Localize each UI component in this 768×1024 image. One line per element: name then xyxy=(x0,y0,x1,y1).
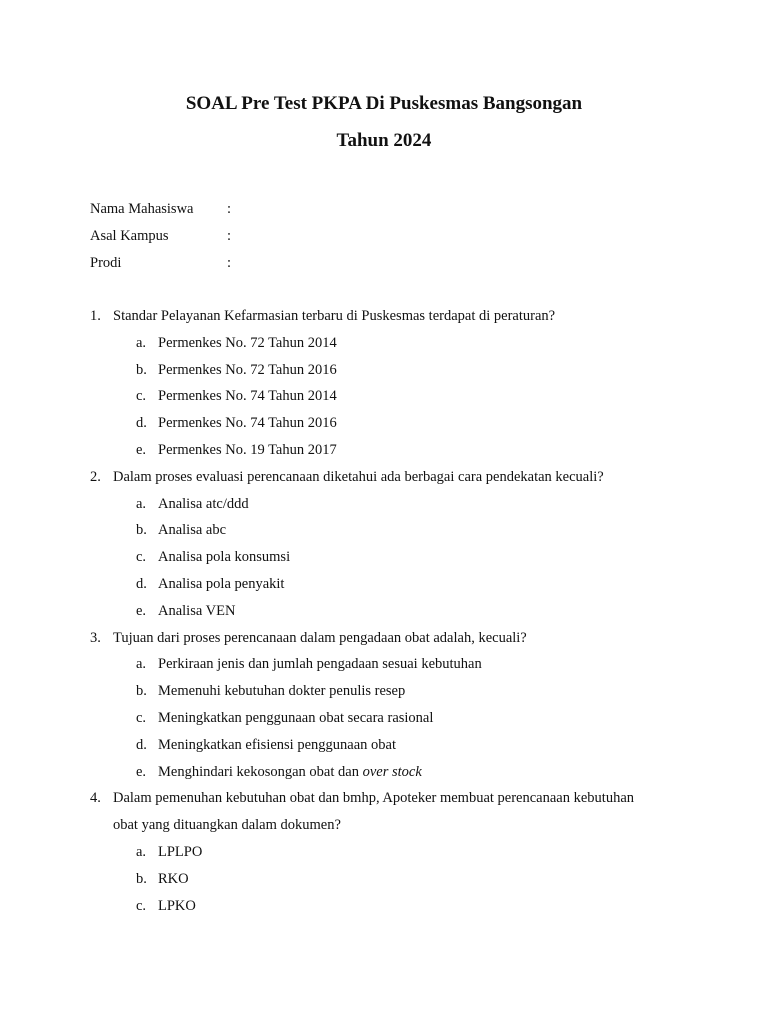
option-text: Permenkes No. 74 Tahun 2014 xyxy=(158,388,337,405)
option-item xyxy=(90,333,690,360)
identity-row-prodi xyxy=(90,253,231,280)
option-letter: b. xyxy=(136,870,147,887)
question-text-continued xyxy=(90,815,690,842)
option-text: Perkiraan jenis dan jumlah pengadaan sesuai kebutuhan xyxy=(158,656,482,673)
question-item xyxy=(90,788,690,922)
option-item xyxy=(90,574,690,601)
option-text: Analisa pola konsumsi xyxy=(158,549,291,566)
option-item xyxy=(90,601,690,628)
identity-row-nama xyxy=(90,199,231,226)
question-text xyxy=(90,788,690,815)
option-item xyxy=(90,494,690,521)
option-item xyxy=(90,708,690,735)
question-line: Standar Pelayanan Kefarmasian terbaru di Puskesmas terdapat di peraturan? xyxy=(113,308,556,324)
option-text: RKO xyxy=(158,870,189,887)
question-text xyxy=(90,306,690,333)
option-item xyxy=(90,360,690,387)
option-item xyxy=(90,386,690,413)
option-text: Memenuhi kebutuhan dokter penulis resep xyxy=(158,683,406,700)
option-text: LPKO xyxy=(158,897,196,914)
option-item xyxy=(90,547,690,574)
option-text: Permenkes No. 72 Tahun 2016 xyxy=(158,361,337,378)
option-text: Meningkatkan penggunaan obat secara rasional xyxy=(158,709,434,726)
option-item xyxy=(90,762,690,789)
identity-label: Asal Kampus xyxy=(90,228,169,244)
question-number: 3. xyxy=(90,629,101,646)
option-letter: b. xyxy=(136,683,147,700)
option-letter: b. xyxy=(136,361,147,378)
option-letter: d. xyxy=(136,415,147,432)
option-letter: c. xyxy=(136,709,147,726)
question-line: obat yang dituangkan dalam dokumen? xyxy=(113,817,341,834)
option-text: Analisa pola penyakit xyxy=(158,575,285,592)
option-text: Permenkes No. 72 Tahun 2014 xyxy=(158,334,337,351)
option-text: Analisa abc xyxy=(158,522,227,539)
option-list xyxy=(90,842,690,922)
option-letter: a. xyxy=(136,843,147,860)
option-text-italic: over stock xyxy=(362,763,422,780)
option-item xyxy=(90,654,690,681)
option-letter: a. xyxy=(136,495,147,512)
option-item xyxy=(90,842,690,869)
option-letter: e. xyxy=(136,441,147,458)
identity-section xyxy=(90,199,231,280)
option-text: LPLPO xyxy=(158,843,203,860)
option-letter: d. xyxy=(136,736,147,753)
option-letter: e. xyxy=(136,763,147,780)
question-line: Dalam proses evaluasi perencanaan diketahui ada berbagai cara pendekatan kecuali? xyxy=(113,468,604,485)
option-item xyxy=(90,440,690,467)
question-number: 2. xyxy=(90,468,101,485)
option-list xyxy=(90,494,690,628)
option-text: Menghindari kekosongan obat dan xyxy=(158,763,363,780)
question-line: Tujuan dari proses perencanaan dalam pengadaan obat adalah, kecuali? xyxy=(113,629,527,646)
question-text xyxy=(90,628,690,655)
option-item xyxy=(90,896,690,923)
option-list xyxy=(90,654,690,788)
document-title: SOAL Pre Test PKPA Di Puskesmas Bangsongan xyxy=(185,93,583,114)
option-letter: e. xyxy=(136,602,147,619)
question-text xyxy=(90,467,690,494)
question-item xyxy=(90,467,690,628)
option-text: Meningkatkan efisiensi penggunaan obat xyxy=(158,736,396,753)
option-text: Permenkes No. 74 Tahun 2016 xyxy=(158,415,337,432)
identity-label: Prodi xyxy=(90,255,122,271)
option-item xyxy=(90,681,690,708)
identity-colon: : xyxy=(227,201,232,217)
question-line: Dalam pemenuhan kebutuhan obat dan bmhp, Apoteker membuat perencanaan kebutuhan xyxy=(113,790,635,807)
question-item xyxy=(90,306,690,467)
option-text: Permenkes No. 19 Tahun 2017 xyxy=(158,441,337,458)
option-letter: c. xyxy=(136,388,147,405)
question-list xyxy=(90,306,690,922)
question-item xyxy=(90,628,690,789)
option-item xyxy=(90,869,690,896)
identity-colon: : xyxy=(227,228,232,244)
option-letter: b. xyxy=(136,522,147,539)
identity-colon: : xyxy=(227,255,232,271)
option-text: Analisa atc/ddd xyxy=(158,495,249,512)
option-item xyxy=(90,413,690,440)
option-letter: a. xyxy=(136,334,147,351)
option-letter: c. xyxy=(136,549,147,566)
option-text: Analisa VEN xyxy=(158,602,236,619)
question-number: 4. xyxy=(90,790,101,807)
document-year: Tahun 2024 xyxy=(336,130,432,151)
identity-row-kampus xyxy=(90,226,231,253)
identity-label: Nama Mahasiswa xyxy=(90,201,194,217)
option-item xyxy=(90,735,690,762)
option-item xyxy=(90,520,690,547)
option-letter: c. xyxy=(136,897,147,914)
option-letter: d. xyxy=(136,575,147,592)
option-list xyxy=(90,333,690,467)
option-letter: a. xyxy=(136,656,147,673)
question-number: 1. xyxy=(90,308,101,324)
